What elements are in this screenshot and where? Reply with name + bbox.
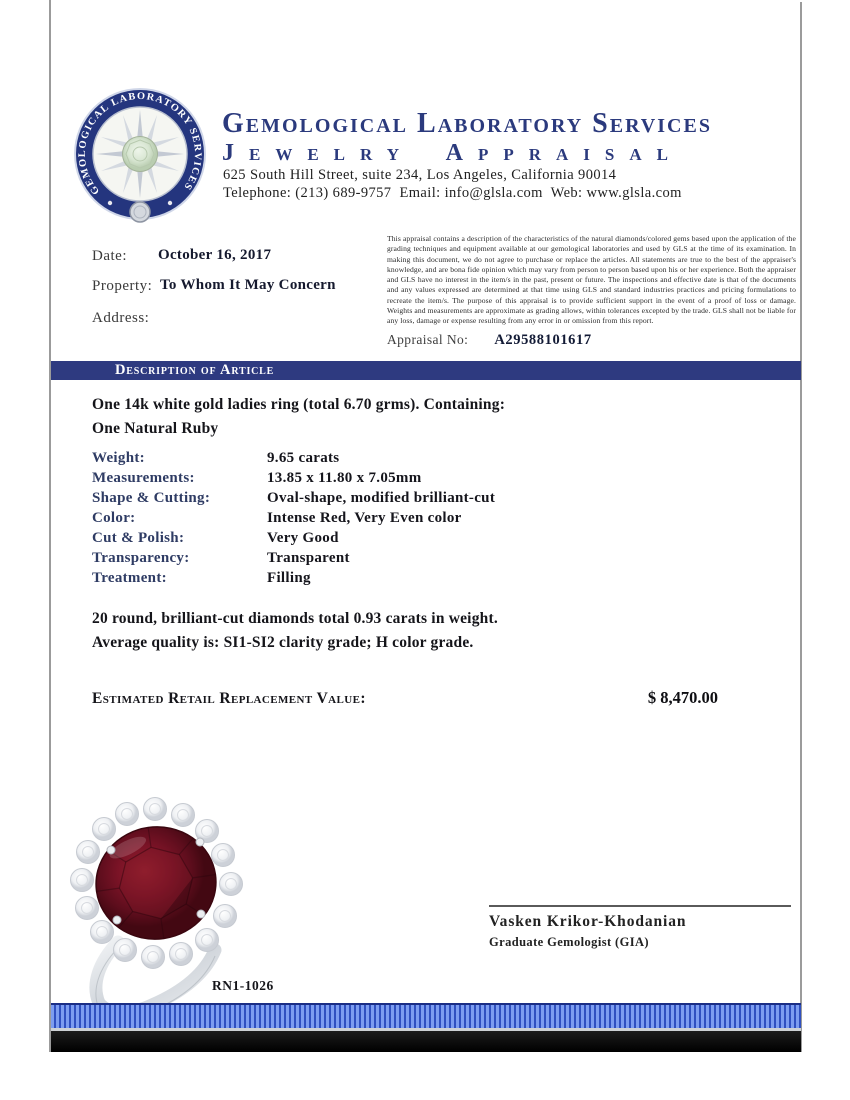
spec-value: Oval-shape, modified brilliant-cut xyxy=(267,490,496,506)
spec-label: Treatment: xyxy=(92,570,167,586)
diamonds-line-1: 20 round, brilliant-cut diamonds total 0.93 carats in weight. xyxy=(92,610,498,627)
spec-row-treatment xyxy=(92,570,652,590)
spec-value: 13.85 x 11.80 x 7.05mm xyxy=(267,470,422,486)
date-label: Date: xyxy=(92,248,127,264)
company-name: Gemological Laboratory Services xyxy=(222,108,712,139)
description-line-2: One Natural Ruby xyxy=(92,420,219,437)
appraiser-name: Vasken Krikor-Khodanian xyxy=(489,913,687,930)
diamonds-line-2: Average quality is: SI1-SI2 clarity grade; H color grade. xyxy=(92,634,474,651)
ring-photo xyxy=(55,792,320,1007)
right-page-rule xyxy=(800,2,802,1052)
spec-label: Color: xyxy=(92,510,136,526)
disclaimer-text: This appraisal contains a description of the characteristics of the natural diamonds/colored gems based upon the application of the grading techniques and equipment available at our gemological laboratories and used by GLS at the time of its examination. In making this document, we do not agree to purchase or replace the articles. All statements are true to the best of the appraiser's knowledge, and are bona fide opinion which may vary from person to person based upon his or her experience. Both the appraiser and GLS have no interest in the item/s in the past, present or future. The inspections and effective date is that of the documents and any values expressed are determined at that time using GLS and standard industries practices and pricing formulations to recreate the item/s. The purpose of this appraisal is to provide sufficient support in the event of a proof of loss or damage. Weights and measurements are approximate as grading allows, within tolerances excepted by the trade. GLS shall not be liable for any loss, damage or expense resulting from any error in or omission from this report. xyxy=(387,234,796,326)
signature-line xyxy=(489,905,791,907)
ring-item-code: RN1-1026 xyxy=(212,978,274,993)
appraiser-title: Graduate Gemologist (GIA) xyxy=(489,935,649,949)
spec-value: Transparent xyxy=(267,550,350,566)
center-gem-icon xyxy=(123,137,158,172)
document-type-title: Jewelry Appraisal xyxy=(222,140,683,166)
appraisal-no-value: A29588101617 xyxy=(494,332,592,348)
appraisal-number-row xyxy=(387,331,592,349)
address-label: Address: xyxy=(92,310,150,326)
spec-label: Shape & Cutting: xyxy=(92,490,211,506)
spec-value: Very Good xyxy=(267,530,339,546)
spec-value: 9.65 carats xyxy=(267,450,340,466)
spec-row-cut-polish xyxy=(92,530,652,550)
spec-value: Filling xyxy=(267,570,311,586)
spec-row-color xyxy=(92,510,652,530)
spec-value: Intense Red, Very Even color xyxy=(267,510,462,526)
logo-bottom-charm xyxy=(130,202,150,222)
estimated-value-label: Estimated Retail Replacement Value: xyxy=(92,690,366,707)
spec-row-measurements xyxy=(92,470,652,490)
ring-image-icon xyxy=(55,792,320,1007)
spec-label: Measurements: xyxy=(92,470,195,486)
spec-label: Cut & Polish: xyxy=(92,530,185,546)
footer-black-bar xyxy=(51,1031,801,1052)
spec-row-weight xyxy=(92,450,652,470)
company-contact: Telephone: (213) 689-9757 Email: info@glsla.com Web: www.glsla.com xyxy=(223,185,682,201)
spec-label: Transparency: xyxy=(92,550,190,566)
logo-seal-icon xyxy=(72,86,208,224)
left-page-rule xyxy=(49,0,51,1052)
description-line-1: One 14k white gold ladies ring (total 6.70 grms). Containing: xyxy=(92,396,506,413)
date-value: October 16, 2017 xyxy=(158,247,272,263)
company-address: 625 South Hill Street, suite 234, Los Angeles, California 90014 xyxy=(223,167,617,183)
property-label: Property: xyxy=(92,278,153,294)
logo-ring-text: GEMOLOGICAL LABORATORY SERVICES xyxy=(76,90,204,197)
estimated-value-amount: $ 8,470.00 xyxy=(647,688,718,707)
property-value: To Whom It May Concern xyxy=(160,277,336,293)
description-section-bar xyxy=(51,361,801,380)
spec-label: Weight: xyxy=(92,450,145,466)
section-bar-title: Description of Article xyxy=(115,362,275,378)
spec-row-transparency xyxy=(92,550,652,570)
spec-row-shape xyxy=(92,490,652,510)
company-logo-seal xyxy=(72,86,208,224)
appraisal-no-label: Appraisal No: xyxy=(387,332,469,347)
